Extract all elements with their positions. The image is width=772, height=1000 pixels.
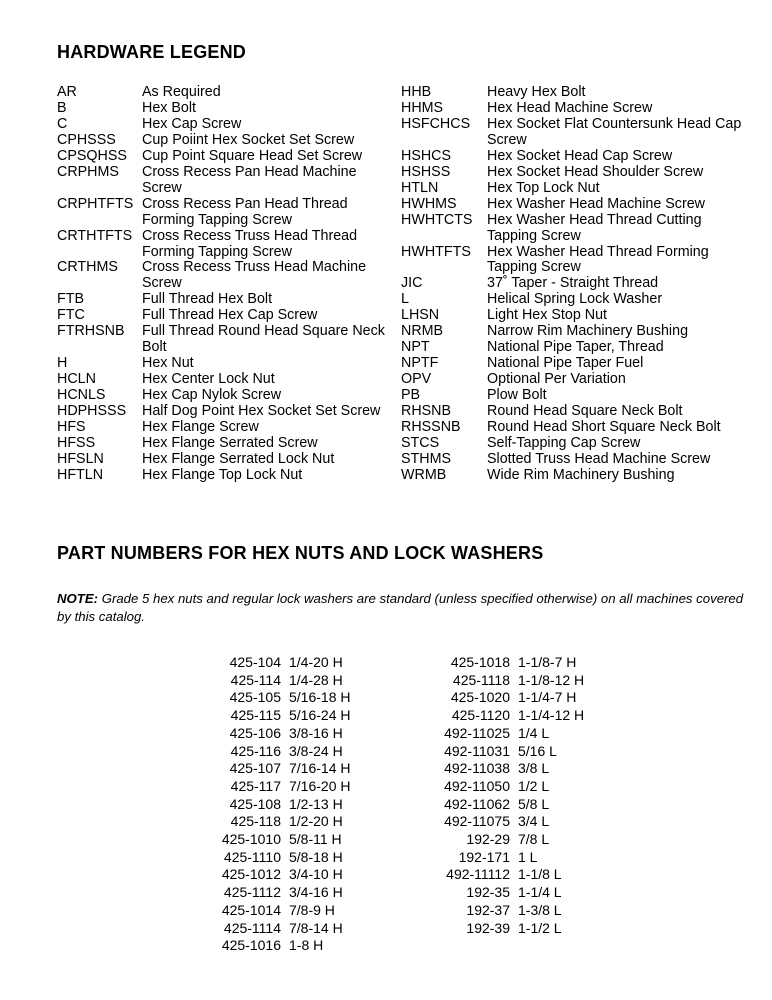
part-size: 7/8-14 H xyxy=(289,919,343,936)
legend-abbreviation: NPT xyxy=(401,339,430,356)
part-number-row xyxy=(190,654,350,672)
part-number: 192-35 xyxy=(466,884,510,901)
part-number-row xyxy=(418,920,584,938)
legend-description: Cup Point Square Head Set Screw xyxy=(142,147,363,164)
part-number: 425-1120 xyxy=(451,707,510,724)
legend-abbreviation: LHSN xyxy=(401,307,440,324)
legend-description: Hex Washer Head Thread Forming Tapping Screw xyxy=(487,243,709,276)
part-size: 1-3/8 L xyxy=(518,901,562,918)
legend-description: Cross Recess Truss Head Thread Forming Tapping Screw xyxy=(142,227,358,260)
part-number-row xyxy=(190,778,350,796)
legend-entry xyxy=(401,420,746,436)
legend-entry xyxy=(401,149,746,165)
part-number: 492-11112 xyxy=(446,866,510,883)
legend-description: As Required xyxy=(142,84,221,100)
legend-description: Cross Recess Truss Head Machine Screw xyxy=(142,259,367,292)
part-number-row xyxy=(418,778,584,796)
part-number-row xyxy=(418,849,584,867)
legend-entry xyxy=(57,149,397,165)
legend-entry xyxy=(57,133,397,149)
part-size: 3/4 L xyxy=(518,813,550,830)
legend-description: Round Head Short Square Neck Bolt xyxy=(487,419,721,436)
legend-abbreviation: HFSLN xyxy=(57,450,104,467)
part-number: 425-104 xyxy=(229,654,281,670)
legend-description: Hex Bolt xyxy=(142,99,197,116)
part-size: 1-1/8-12 H xyxy=(518,671,585,688)
legend-abbreviation: HSFCHCS xyxy=(401,115,471,132)
legend-abbreviation: HFS xyxy=(57,419,86,436)
legend-entry xyxy=(401,452,746,468)
part-number-row xyxy=(418,760,584,778)
legend-entry xyxy=(57,165,397,197)
legend-description: Hex Socket Head Cap Screw xyxy=(487,147,673,164)
part-size: 3/4-10 H xyxy=(289,866,343,883)
legend-description: Plow Bolt xyxy=(487,387,547,404)
part-number-row xyxy=(190,920,350,938)
legend-description: Light Hex Stop Nut xyxy=(487,307,608,324)
part-number: 425-106 xyxy=(229,724,281,741)
legend-description: Half Dog Point Hex Socket Set Screw xyxy=(142,403,381,420)
legend-entry xyxy=(57,388,397,404)
part-size: 3/8-24 H xyxy=(289,742,343,759)
legend-description: Hex Nut xyxy=(142,355,194,372)
legend-description: Hex Head Machine Screw xyxy=(487,99,653,116)
part-number-row xyxy=(190,760,350,778)
legend-entry xyxy=(57,292,397,308)
legend-entry xyxy=(57,229,397,261)
part-number: 425-114 xyxy=(230,671,281,688)
legend-abbreviation: HHMS xyxy=(401,99,444,116)
part-number: 492-11050 xyxy=(444,777,510,794)
legend-abbreviation: HDPHSSS xyxy=(57,403,127,420)
legend-description: Hex Washer Head Machine Screw xyxy=(487,195,705,212)
legend-entry xyxy=(401,276,746,292)
legend-abbreviation: JIC xyxy=(401,275,423,292)
legend-description: Hex Top Lock Nut xyxy=(487,179,600,196)
part-size: 1/4-28 H xyxy=(289,671,343,688)
legend-abbreviation: FTRHSNB xyxy=(57,323,125,340)
part-size: 1/4-20 H xyxy=(289,654,343,670)
part-size: 5/16 L xyxy=(518,742,557,759)
part-number: 492-11031 xyxy=(444,742,510,759)
part-size: 1/2 L xyxy=(518,777,550,794)
part-number: 425-1112 xyxy=(223,884,281,901)
legend-abbreviation: HWHTFTS xyxy=(401,243,471,260)
legend-entry xyxy=(401,101,746,117)
part-size: 7/16-14 H xyxy=(289,760,351,777)
legend-abbreviation: H xyxy=(57,355,68,372)
part-size: 7/8 L xyxy=(518,831,550,848)
legend-entry xyxy=(57,260,397,292)
legend-description: Hex Socket Flat Countersunk Head Cap Screw xyxy=(487,115,742,148)
part-number-row xyxy=(190,813,350,831)
legend-description: Hex Cap Nylok Screw xyxy=(142,387,282,404)
legend-entry xyxy=(401,388,746,404)
legend-entry xyxy=(401,404,746,420)
part-size: 1-1/4 L xyxy=(518,884,562,901)
legend-abbreviation: HFSS xyxy=(57,434,96,451)
part-number: 425-1018 xyxy=(450,654,510,670)
part-size: 5/16-18 H xyxy=(289,689,351,706)
part-size: 1-1/4-7 H xyxy=(518,689,577,706)
part-number-row xyxy=(190,866,350,884)
part-number-row xyxy=(418,796,584,814)
part-number: 425-117 xyxy=(230,777,281,794)
catalog-note xyxy=(57,590,747,626)
legend-abbreviation: HSHSS xyxy=(401,163,451,180)
legend-abbreviation: STCS xyxy=(401,434,440,451)
legend-description: National Pipe Taper, Thread xyxy=(487,339,664,356)
part-number-column-left xyxy=(190,654,350,955)
legend-abbreviation: HWHTCTS xyxy=(401,211,473,228)
legend-description: Full Thread Hex Cap Screw xyxy=(142,307,318,324)
part-size: 3/8-16 H xyxy=(289,724,343,741)
legend-description: Full Thread Hex Bolt xyxy=(142,291,273,308)
part-size: 5/8-11 H xyxy=(289,831,342,848)
legend-description: Heavy Hex Bolt xyxy=(487,84,586,100)
part-number: 425-1118 xyxy=(452,671,510,688)
part-number: 425-1110 xyxy=(223,848,281,865)
legend-description: Self-Tapping Cap Screw xyxy=(487,434,641,451)
legend-entry xyxy=(401,372,746,388)
part-number-row xyxy=(190,902,350,920)
legend-description: Cross Recess Pan Head Machine Screw xyxy=(142,163,357,196)
legend-description: Hex Cap Screw xyxy=(142,115,242,132)
part-size: 1-1/2 L xyxy=(518,919,562,936)
legend-entry xyxy=(57,324,397,356)
part-number: 425-107 xyxy=(229,760,281,777)
legend-entry xyxy=(57,356,397,372)
legend-entry xyxy=(401,197,746,213)
part-number-row xyxy=(190,707,350,725)
legend-abbreviation: B xyxy=(57,99,67,116)
legend-abbreviation: HCLN xyxy=(57,371,96,388)
legend-abbreviation: RHSNB xyxy=(401,403,452,420)
legend-entry xyxy=(57,468,397,484)
part-size: 1-1/8 L xyxy=(518,866,562,883)
legend-abbreviation: HSHCS xyxy=(401,147,452,164)
part-number: 425-1016 xyxy=(221,937,281,954)
part-number: 425-1020 xyxy=(450,689,510,706)
note-text: Grade 5 hex nuts and regular lock washers are standard (unless specified otherwise) on all machines covered by this catalog. xyxy=(57,591,744,624)
part-number-row xyxy=(190,689,350,707)
part-number-row xyxy=(418,654,584,672)
legend-entry xyxy=(57,372,397,388)
part-size: 1/4 L xyxy=(518,724,550,741)
part-size: 5/8 L xyxy=(518,795,550,812)
legend-description: National Pipe Taper Fuel xyxy=(487,355,644,372)
part-size: 3/4-16 H xyxy=(289,884,343,901)
part-number: 425-115 xyxy=(230,707,281,724)
part-number: 192-39 xyxy=(466,919,510,936)
legend-entry xyxy=(401,245,746,277)
part-number-row xyxy=(418,831,584,849)
legend-entry xyxy=(401,213,746,245)
part-number: 492-11025 xyxy=(444,724,510,741)
legend-abbreviation: C xyxy=(57,115,68,132)
part-number-row xyxy=(418,707,584,725)
legend-entry xyxy=(401,85,746,101)
legend-abbreviation: HCNLS xyxy=(57,387,106,404)
part-size: 5/16-24 H xyxy=(289,707,351,724)
legend-abbreviation: CRTHTFTS xyxy=(57,227,133,244)
legend-abbreviation: WRMB xyxy=(401,466,447,483)
legend-abbreviation: HHB xyxy=(401,84,432,100)
part-number-row xyxy=(418,725,584,743)
part-size: 1/2-20 H xyxy=(289,813,343,830)
part-number: 192-171 xyxy=(458,848,510,865)
part-number-row xyxy=(190,725,350,743)
legend-abbreviation: STHMS xyxy=(401,450,452,467)
legend-abbreviation: HFTLN xyxy=(57,466,104,483)
legend-entry xyxy=(401,308,746,324)
legend-column-right xyxy=(401,85,746,484)
legend-abbreviation: NPTF xyxy=(401,355,439,372)
legend-description: Slotted Truss Head Machine Screw xyxy=(487,450,711,467)
legend-abbreviation: AR xyxy=(57,84,77,100)
part-number-row xyxy=(418,866,584,884)
legend-description: Hex Socket Head Shoulder Screw xyxy=(487,163,704,180)
legend-description: Wide Rim Machinery Bushing xyxy=(487,466,675,483)
part-number-row xyxy=(190,796,350,814)
legend-entry xyxy=(57,452,397,468)
part-number: 425-1010 xyxy=(221,831,281,848)
part-numbers-heading: PART NUMBERS FOR HEX NUTS AND LOCK WASHERS xyxy=(57,543,544,563)
legend-description: Hex Flange Screw xyxy=(142,419,259,436)
legend-description: Hex Flange Top Lock Nut xyxy=(142,466,303,483)
part-number: 425-108 xyxy=(229,795,281,812)
legend-abbreviation: HTLN xyxy=(401,179,439,196)
hardware-legend-heading: HARDWARE LEGEND xyxy=(57,42,247,62)
part-number-row xyxy=(190,672,350,690)
part-number-row xyxy=(418,672,584,690)
legend-entry xyxy=(401,292,746,308)
legend-description: 37˚ Taper - Straight Thread xyxy=(487,275,659,292)
legend-description: Optional Per Variation xyxy=(487,371,626,388)
legend-description: Full Thread Round Head Square Neck Bolt xyxy=(142,323,385,356)
part-number: 425-105 xyxy=(229,689,281,706)
legend-entry xyxy=(401,468,746,484)
legend-entry xyxy=(401,340,746,356)
legend-description: Narrow Rim Machinery Bushing xyxy=(487,323,689,340)
legend-description: Hex Center Lock Nut xyxy=(142,371,275,388)
part-number-row xyxy=(418,813,584,831)
legend-abbreviation: RHSSNB xyxy=(401,419,461,436)
part-number-row xyxy=(190,743,350,761)
legend-entry xyxy=(401,324,746,340)
part-size: 1/2-13 H xyxy=(289,795,343,812)
part-number-row xyxy=(190,831,350,849)
part-number: 192-29 xyxy=(466,831,510,848)
legend-abbreviation: CRTHMS xyxy=(57,259,118,276)
part-size: 1-1/4-12 H xyxy=(518,707,585,724)
part-size: 1 L xyxy=(518,848,538,865)
note-label: NOTE: xyxy=(57,591,99,606)
legend-description: Round Head Square Neck Bolt xyxy=(487,403,683,420)
legend-entry xyxy=(401,181,746,197)
part-number: 425-118 xyxy=(230,813,281,830)
legend-entry xyxy=(57,420,397,436)
part-size: 5/8-18 H xyxy=(289,848,343,865)
legend-entry xyxy=(57,117,397,133)
part-number-row xyxy=(418,902,584,920)
part-number: 425-1012 xyxy=(221,866,281,883)
legend-abbreviation: PB xyxy=(401,387,421,404)
legend-entry xyxy=(401,356,746,372)
legend-column-left xyxy=(57,85,397,484)
part-number: 425-1114 xyxy=(223,919,281,936)
part-number: 492-11062 xyxy=(444,795,510,812)
legend-description: Cross Recess Pan Head Thread Forming Tapping Screw xyxy=(142,195,348,228)
part-size: 7/16-20 H xyxy=(289,777,351,794)
part-number: 425-1014 xyxy=(221,901,281,918)
legend-abbreviation: OPV xyxy=(401,371,432,388)
legend-abbreviation: HWHMS xyxy=(401,195,457,212)
part-number: 492-11075 xyxy=(444,813,510,830)
legend-entry xyxy=(401,165,746,181)
legend-abbreviation: FTC xyxy=(57,307,85,324)
legend-entry xyxy=(57,85,397,101)
legend-description: Hex Washer Head Thread Cutting Tapping Screw xyxy=(487,211,702,244)
legend-abbreviation: CRPHTFTS xyxy=(57,195,134,212)
legend-entry xyxy=(57,404,397,420)
part-size: 1-1/8-7 H xyxy=(518,654,577,670)
part-number: 425-116 xyxy=(230,742,281,759)
legend-description: Hex Flange Serrated Lock Nut xyxy=(142,450,335,467)
legend-abbreviation: CPHSSS xyxy=(57,131,116,148)
legend-entry xyxy=(57,436,397,452)
legend-entry xyxy=(401,117,746,149)
legend-entry xyxy=(401,436,746,452)
legend-entry xyxy=(57,197,397,229)
part-number-column-right xyxy=(418,654,584,937)
part-number: 192-37 xyxy=(466,901,510,918)
legend-abbreviation: CPSQHSS xyxy=(57,147,127,164)
part-number-row xyxy=(190,937,350,955)
legend-abbreviation: CRPHMS xyxy=(57,163,119,180)
part-number-row xyxy=(190,884,350,902)
legend-abbreviation: NRMB xyxy=(401,323,444,340)
legend-entry xyxy=(57,101,397,117)
part-number-row xyxy=(418,884,584,902)
part-number-row xyxy=(190,849,350,867)
part-number-row xyxy=(418,743,584,761)
part-size: 1-8 H xyxy=(289,937,324,954)
legend-description: Hex Flange Serrated Screw xyxy=(142,434,318,451)
legend-abbreviation: L xyxy=(401,291,409,308)
part-size: 3/8 L xyxy=(518,760,550,777)
legend-description: Helical Spring Lock Washer xyxy=(487,291,663,308)
part-size: 7/8-9 H xyxy=(289,901,335,918)
legend-abbreviation: FTB xyxy=(57,291,85,308)
legend-description: Cup Poiint Hex Socket Set Screw xyxy=(142,131,355,148)
legend-entry xyxy=(57,308,397,324)
part-number: 492-11038 xyxy=(444,760,510,777)
part-number-row xyxy=(418,689,584,707)
